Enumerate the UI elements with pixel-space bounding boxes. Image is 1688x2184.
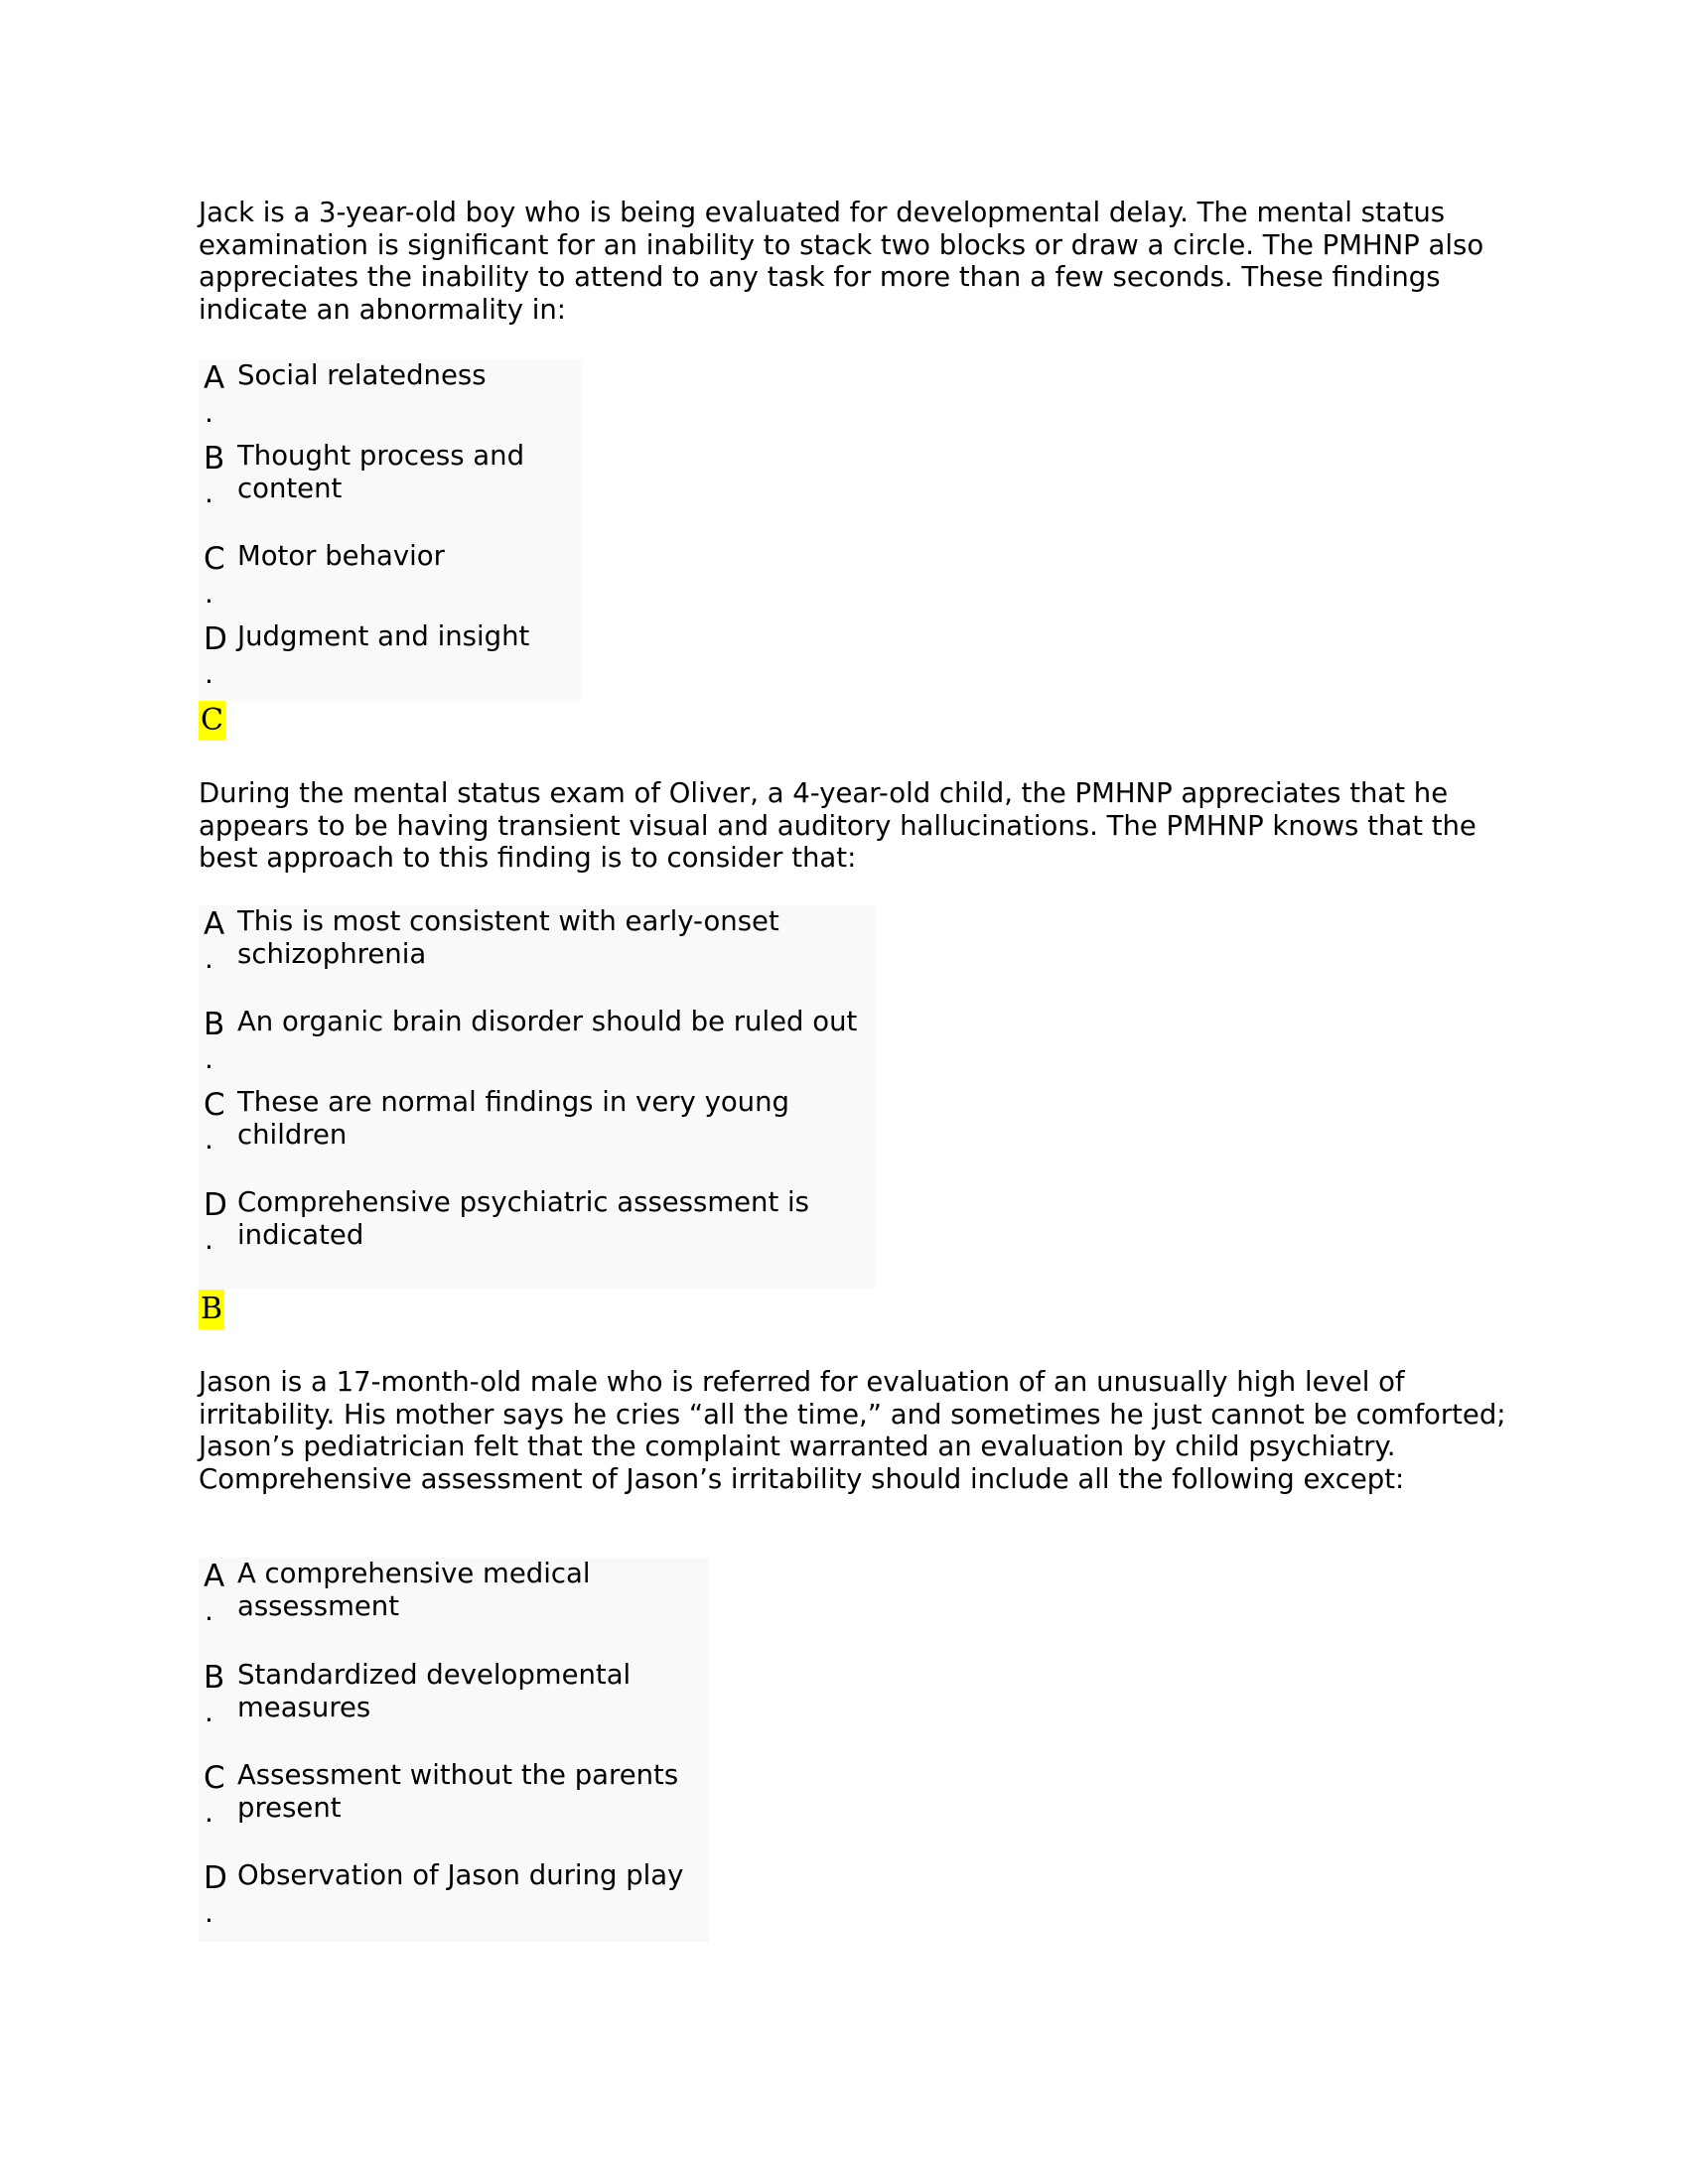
question-3-text: Jason is a 17-month-old male who is referred for evaluation of an unusually high level of irritability. His mother says he cries “all the time,” and sometimes he just cannot be comforted; Jason’s pediatrician felt that the complaint warranted an evaluation by child psychiatry. Comprehensive assessment of Jason’s irritability should include all the following except: bbox=[199, 1366, 1506, 1495]
option-letter: D bbox=[204, 1860, 227, 1896]
option-text: This is most consistent with early-onset schizophrenia bbox=[237, 905, 779, 970]
option-letter: C bbox=[204, 1087, 225, 1123]
option-text: Observation of Jason during play bbox=[237, 1859, 684, 1891]
option-letter: C bbox=[204, 541, 225, 577]
option-letter: B bbox=[204, 441, 225, 477]
option-dot: . bbox=[205, 657, 213, 690]
option-dot: . bbox=[205, 477, 213, 509]
option-letter: B bbox=[204, 1007, 225, 1042]
option-letter: B bbox=[204, 1660, 225, 1696]
option-dot: . bbox=[205, 1696, 213, 1728]
option-text: An organic brain disorder should be ruled out bbox=[237, 1006, 858, 1037]
option-dot: . bbox=[205, 1042, 213, 1075]
option-letter: A bbox=[204, 1559, 225, 1594]
question-2-text: During the mental status exam of Oliver, a 4-year-old child, the PMHNP appreciates that he appears to be having transient visual and auditory hallucinations. The PMHNP knows that the best approach to this finding is to consider that: bbox=[199, 777, 1477, 874]
option-text: Judgment and insight bbox=[237, 620, 530, 652]
option-text: Comprehensive psychiatric assessment is indicated bbox=[237, 1186, 809, 1251]
question-3-options bbox=[199, 1558, 709, 1942]
option-letter: A bbox=[204, 906, 225, 942]
option-dot: . bbox=[205, 396, 213, 429]
option-text: Standardized developmental measures bbox=[237, 1659, 632, 1723]
option-letter: D bbox=[204, 1187, 227, 1223]
option-text: Assessment without the parents present bbox=[237, 1759, 679, 1824]
option-dot: . bbox=[205, 1796, 213, 1829]
option-dot: . bbox=[205, 1223, 213, 1256]
option-letter: A bbox=[204, 360, 225, 396]
option-dot: . bbox=[205, 942, 213, 975]
option-text: These are normal findings in very young children bbox=[237, 1086, 789, 1151]
answer-highlight: B bbox=[199, 1290, 224, 1329]
option-dot: . bbox=[205, 1594, 213, 1627]
answer-highlight: C bbox=[199, 701, 225, 741]
question-1-options bbox=[199, 359, 581, 700]
question-1-text: Jack is a 3-year-old boy who is being evaluated for developmental delay. The mental status examination is significant for an inability to stack two blocks or draw a circle. The PMHNP also appreciates the inability to attend to any task for more than a few seconds. These findings indicate an abnormality in: bbox=[199, 197, 1484, 326]
option-dot: . bbox=[205, 577, 213, 610]
option-letter: C bbox=[204, 1760, 225, 1796]
option-text: Social relatedness bbox=[237, 359, 487, 391]
question-2-options bbox=[199, 905, 876, 1289]
option-text: Motor behavior bbox=[237, 540, 445, 572]
option-letter: D bbox=[204, 621, 227, 657]
option-text: Thought process and content bbox=[237, 440, 525, 504]
option-dot: . bbox=[205, 1123, 213, 1156]
option-text: A comprehensive medical assessment bbox=[237, 1558, 591, 1622]
option-dot: . bbox=[205, 1896, 213, 1929]
